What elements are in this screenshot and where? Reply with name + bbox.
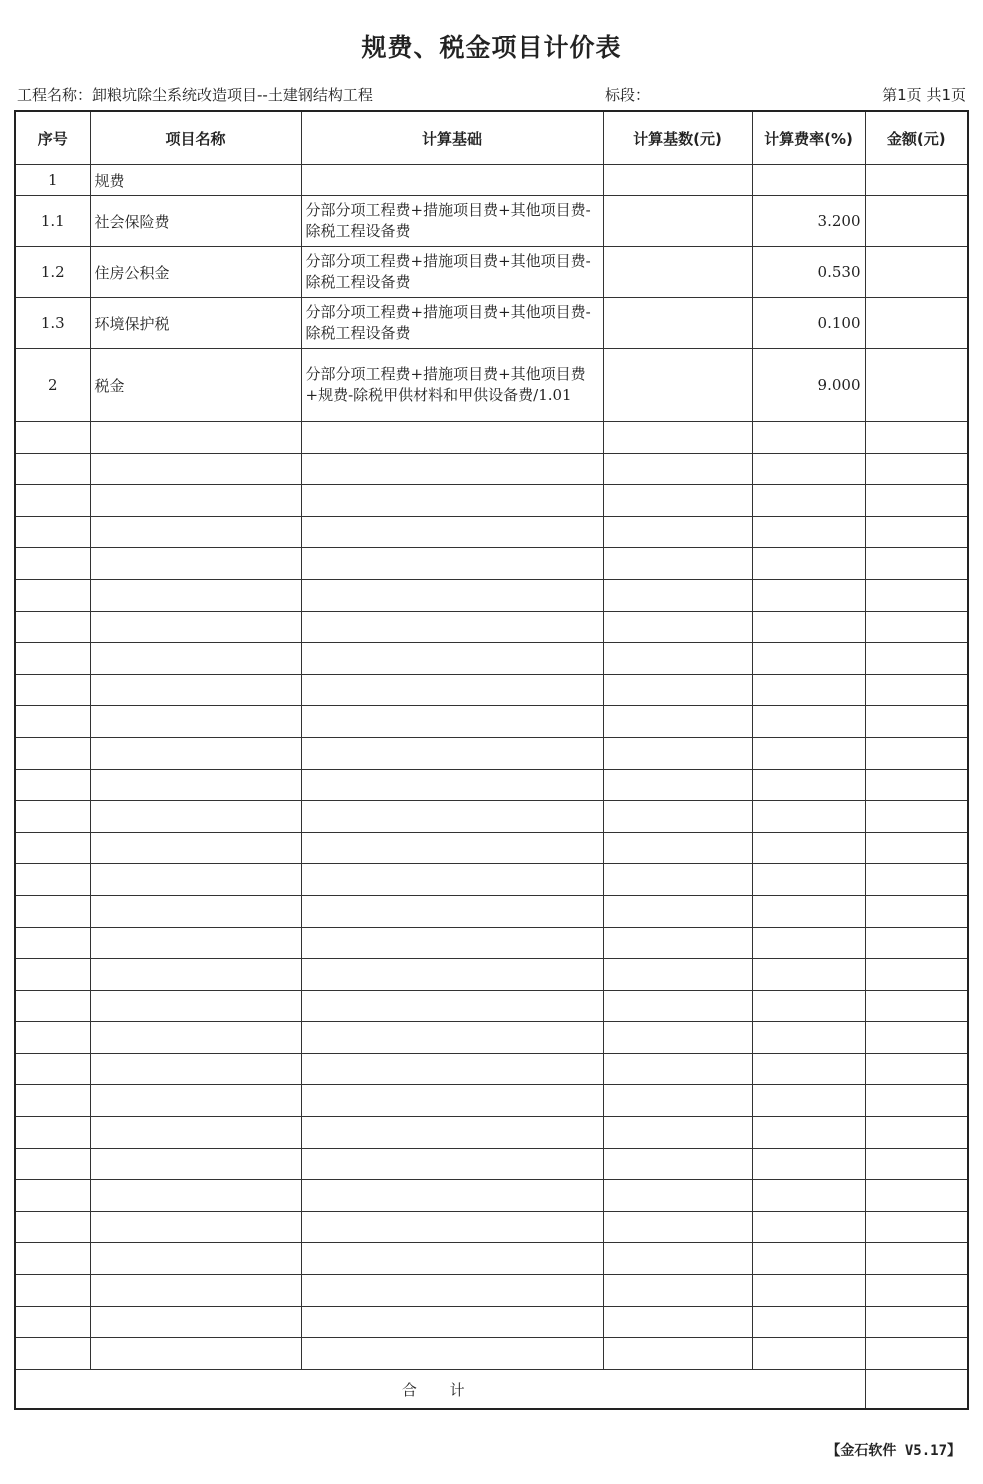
empty-cell (15, 769, 90, 801)
cell-base (603, 165, 752, 196)
cell-base (603, 196, 752, 247)
cell-name: 规费 (90, 165, 301, 196)
table-row (15, 247, 968, 298)
empty-cell (752, 1306, 865, 1338)
table-row (15, 349, 968, 422)
total-amount (865, 1369, 968, 1409)
cell-name: 住房公积金 (90, 247, 301, 298)
empty-cell (603, 895, 752, 927)
empty-cell (15, 959, 90, 991)
col-header-base: 计算基数(元) (603, 111, 752, 165)
cell-amount (865, 349, 968, 422)
cell-no: 1.1 (15, 196, 90, 247)
empty-cell (752, 548, 865, 580)
empty-cell (15, 422, 90, 454)
empty-cell (90, 453, 301, 485)
empty-cell (865, 611, 968, 643)
empty-cell (15, 1085, 90, 1117)
empty-cell (90, 1306, 301, 1338)
empty-row (15, 643, 968, 675)
empty-cell (603, 422, 752, 454)
empty-cell (865, 990, 968, 1022)
empty-cell (752, 769, 865, 801)
empty-cell (301, 737, 603, 769)
empty-cell (15, 453, 90, 485)
empty-cell (301, 516, 603, 548)
empty-cell (15, 1117, 90, 1149)
empty-cell (90, 769, 301, 801)
cell-basis: 分部分项工程费+措施项目费+其他项目费-除税工程设备费 (301, 196, 603, 247)
cell-amount (865, 298, 968, 349)
empty-cell (752, 485, 865, 517)
empty-row (15, 1053, 968, 1085)
empty-cell (752, 1211, 865, 1243)
empty-cell (865, 895, 968, 927)
empty-cell (301, 674, 603, 706)
empty-cell (301, 927, 603, 959)
empty-cell (603, 1338, 752, 1370)
empty-cell (15, 1243, 90, 1275)
empty-cell (15, 737, 90, 769)
cell-base (603, 349, 752, 422)
table-header-row (15, 111, 968, 165)
empty-cell (15, 611, 90, 643)
empty-cell (15, 485, 90, 517)
empty-cell (90, 737, 301, 769)
empty-row (15, 548, 968, 580)
empty-cell (603, 1306, 752, 1338)
empty-row (15, 927, 968, 959)
empty-cell (865, 422, 968, 454)
empty-cell (15, 895, 90, 927)
empty-cell (15, 1148, 90, 1180)
empty-cell (90, 1117, 301, 1149)
empty-cell (603, 548, 752, 580)
empty-cell (301, 1180, 603, 1212)
cell-basis (301, 165, 603, 196)
empty-cell (865, 674, 968, 706)
empty-cell (603, 959, 752, 991)
empty-row (15, 1306, 968, 1338)
empty-cell (865, 959, 968, 991)
empty-cell (301, 990, 603, 1022)
empty-cell (15, 1306, 90, 1338)
empty-cell (752, 1085, 865, 1117)
empty-cell (603, 1148, 752, 1180)
empty-cell (865, 1053, 968, 1085)
empty-row (15, 1022, 968, 1054)
empty-cell (301, 453, 603, 485)
empty-cell (752, 453, 865, 485)
empty-cell (301, 801, 603, 833)
empty-cell (90, 1243, 301, 1275)
empty-cell (301, 1243, 603, 1275)
empty-cell (301, 548, 603, 580)
empty-cell (752, 706, 865, 738)
empty-cell (865, 927, 968, 959)
empty-cell (301, 1275, 603, 1307)
software-footer: 【金石软件 V5.17】 (826, 1443, 961, 1459)
empty-cell (752, 643, 865, 675)
empty-cell (301, 832, 603, 864)
empty-cell (15, 643, 90, 675)
empty-cell (15, 1275, 90, 1307)
empty-row (15, 1275, 968, 1307)
empty-cell (865, 1085, 968, 1117)
empty-cell (90, 1022, 301, 1054)
empty-cell (90, 643, 301, 675)
empty-cell (603, 864, 752, 896)
empty-cell (603, 674, 752, 706)
empty-cell (90, 927, 301, 959)
empty-cell (603, 1022, 752, 1054)
empty-row (15, 990, 968, 1022)
empty-cell (752, 832, 865, 864)
empty-cell (752, 959, 865, 991)
empty-cell (301, 1211, 603, 1243)
empty-cell (90, 548, 301, 580)
empty-cell (90, 1275, 301, 1307)
empty-cell (865, 579, 968, 611)
empty-cell (15, 801, 90, 833)
table-row (15, 298, 968, 349)
empty-row (15, 1211, 968, 1243)
empty-cell (90, 864, 301, 896)
cell-basis: 分部分项工程费+措施项目费+其他项目费+规费-除税甲供材料和甲供设备费/1.01 (301, 349, 603, 422)
empty-row (15, 1338, 968, 1370)
empty-row (15, 1180, 968, 1212)
empty-cell (301, 769, 603, 801)
empty-cell (301, 895, 603, 927)
empty-cell (90, 485, 301, 517)
empty-row (15, 674, 968, 706)
empty-cell (301, 1053, 603, 1085)
empty-cell (15, 674, 90, 706)
empty-cell (301, 706, 603, 738)
empty-cell (301, 1148, 603, 1180)
cell-rate: 0.530 (752, 247, 865, 298)
cell-rate: 0.100 (752, 298, 865, 349)
empty-cell (90, 990, 301, 1022)
cell-name: 环境保护税 (90, 298, 301, 349)
cell-base (603, 298, 752, 349)
empty-cell (752, 1117, 865, 1149)
empty-cell (603, 643, 752, 675)
cell-basis: 分部分项工程费+措施项目费+其他项目费-除税工程设备费 (301, 247, 603, 298)
empty-cell (301, 579, 603, 611)
empty-cell (603, 1243, 752, 1275)
empty-cell (865, 453, 968, 485)
empty-cell (15, 706, 90, 738)
empty-cell (865, 737, 968, 769)
empty-cell (603, 769, 752, 801)
empty-cell (15, 990, 90, 1022)
empty-cell (603, 832, 752, 864)
empty-cell (865, 1211, 968, 1243)
empty-cell (603, 579, 752, 611)
empty-row (15, 453, 968, 485)
empty-cell (865, 1180, 968, 1212)
empty-cell (603, 516, 752, 548)
empty-row (15, 611, 968, 643)
empty-cell (301, 864, 603, 896)
cell-rate: 3.200 (752, 196, 865, 247)
empty-cell (301, 422, 603, 454)
empty-cell (301, 611, 603, 643)
table-row (15, 165, 968, 196)
empty-cell (752, 516, 865, 548)
empty-cell (90, 1148, 301, 1180)
empty-cell (752, 1180, 865, 1212)
empty-cell (752, 1022, 865, 1054)
sheet-title: 规费、税金项目计价表 (361, 33, 622, 62)
empty-cell (752, 611, 865, 643)
empty-cell (15, 516, 90, 548)
empty-cell (301, 1338, 603, 1370)
empty-cell (752, 895, 865, 927)
empty-row (15, 769, 968, 801)
empty-cell (865, 516, 968, 548)
cell-name: 社会保险费 (90, 196, 301, 247)
empty-cell (752, 1338, 865, 1370)
empty-cell (865, 1148, 968, 1180)
cell-basis: 分部分项工程费+措施项目费+其他项目费-除税工程设备费 (301, 298, 603, 349)
empty-cell (603, 1117, 752, 1149)
empty-cell (603, 801, 752, 833)
empty-cell (301, 643, 603, 675)
empty-cell (301, 485, 603, 517)
col-header-basis: 计算基础 (301, 111, 603, 165)
col-header-no: 序号 (15, 111, 90, 165)
cell-amount (865, 196, 968, 247)
empty-row (15, 895, 968, 927)
empty-cell (752, 737, 865, 769)
empty-cell (603, 1211, 752, 1243)
cell-base (603, 247, 752, 298)
project-name: 工程名称：卸粮坑除尘系统改造项目--土建钢结构工程 (17, 86, 373, 104)
empty-row (15, 1117, 968, 1149)
empty-cell (15, 1211, 90, 1243)
empty-cell (15, 1022, 90, 1054)
empty-row (15, 706, 968, 738)
total-label: 合 计 (15, 1369, 865, 1409)
section-label: 标段： (605, 86, 651, 104)
col-header-rate: 计算费率(%) (752, 111, 865, 165)
empty-cell (90, 1338, 301, 1370)
empty-row (15, 485, 968, 517)
cell-no: 2 (15, 349, 90, 422)
page-indicator: 第1页 共1页 (882, 86, 966, 104)
empty-cell (603, 737, 752, 769)
empty-cell (603, 1053, 752, 1085)
empty-cell (90, 801, 301, 833)
empty-cell (603, 485, 752, 517)
empty-cell (90, 895, 301, 927)
empty-cell (15, 1338, 90, 1370)
total-row (15, 1369, 968, 1409)
empty-cell (752, 1148, 865, 1180)
empty-cell (865, 643, 968, 675)
empty-cell (752, 864, 865, 896)
empty-row (15, 864, 968, 896)
cell-no: 1.3 (15, 298, 90, 349)
empty-row (15, 579, 968, 611)
cell-no: 1 (15, 165, 90, 196)
empty-cell (301, 1022, 603, 1054)
empty-cell (15, 548, 90, 580)
empty-cell (603, 927, 752, 959)
empty-cell (752, 990, 865, 1022)
empty-cell (752, 1275, 865, 1307)
empty-cell (15, 1180, 90, 1212)
empty-cell (752, 801, 865, 833)
empty-row (15, 737, 968, 769)
empty-cell (90, 674, 301, 706)
col-header-amount: 金额(元) (865, 111, 968, 165)
empty-cell (90, 1211, 301, 1243)
empty-cell (603, 1275, 752, 1307)
empty-cell (90, 1085, 301, 1117)
fee-table (14, 110, 969, 1410)
empty-cell (752, 579, 865, 611)
empty-cell (865, 548, 968, 580)
cell-rate: 9.000 (752, 349, 865, 422)
empty-cell (301, 959, 603, 991)
pricing-sheet (14, 14, 969, 1470)
empty-cell (865, 1306, 968, 1338)
empty-cell (752, 1243, 865, 1275)
empty-row (15, 1243, 968, 1275)
empty-cell (603, 453, 752, 485)
empty-cell (301, 1117, 603, 1149)
cell-name: 税金 (90, 349, 301, 422)
empty-cell (865, 832, 968, 864)
cell-amount (865, 247, 968, 298)
empty-cell (301, 1085, 603, 1117)
empty-cell (865, 1117, 968, 1149)
empty-cell (865, 1243, 968, 1275)
empty-cell (603, 990, 752, 1022)
empty-cell (865, 769, 968, 801)
empty-cell (15, 927, 90, 959)
empty-cell (865, 1022, 968, 1054)
empty-row (15, 832, 968, 864)
empty-cell (90, 516, 301, 548)
empty-cell (90, 706, 301, 738)
cell-rate (752, 165, 865, 196)
empty-row (15, 959, 968, 991)
empty-row (15, 1148, 968, 1180)
empty-cell (90, 832, 301, 864)
empty-cell (865, 801, 968, 833)
empty-cell (603, 706, 752, 738)
empty-cell (752, 422, 865, 454)
empty-cell (90, 579, 301, 611)
empty-cell (301, 1306, 603, 1338)
empty-cell (90, 1180, 301, 1212)
empty-cell (752, 674, 865, 706)
empty-cell (865, 706, 968, 738)
empty-cell (15, 1053, 90, 1085)
col-header-name: 项目名称 (90, 111, 301, 165)
empty-row (15, 422, 968, 454)
empty-row (15, 516, 968, 548)
empty-cell (15, 579, 90, 611)
empty-cell (865, 485, 968, 517)
cell-amount (865, 165, 968, 196)
empty-cell (90, 959, 301, 991)
empty-cell (15, 864, 90, 896)
empty-cell (865, 1275, 968, 1307)
empty-cell (603, 1085, 752, 1117)
empty-cell (15, 832, 90, 864)
empty-cell (603, 611, 752, 643)
empty-cell (603, 1180, 752, 1212)
empty-cell (90, 1053, 301, 1085)
empty-cell (90, 422, 301, 454)
empty-cell (90, 611, 301, 643)
empty-row (15, 1085, 968, 1117)
empty-cell (752, 1053, 865, 1085)
table-row (15, 196, 968, 247)
cell-no: 1.2 (15, 247, 90, 298)
empty-cell (752, 927, 865, 959)
empty-cell (865, 864, 968, 896)
empty-row (15, 801, 968, 833)
empty-cell (865, 1338, 968, 1370)
